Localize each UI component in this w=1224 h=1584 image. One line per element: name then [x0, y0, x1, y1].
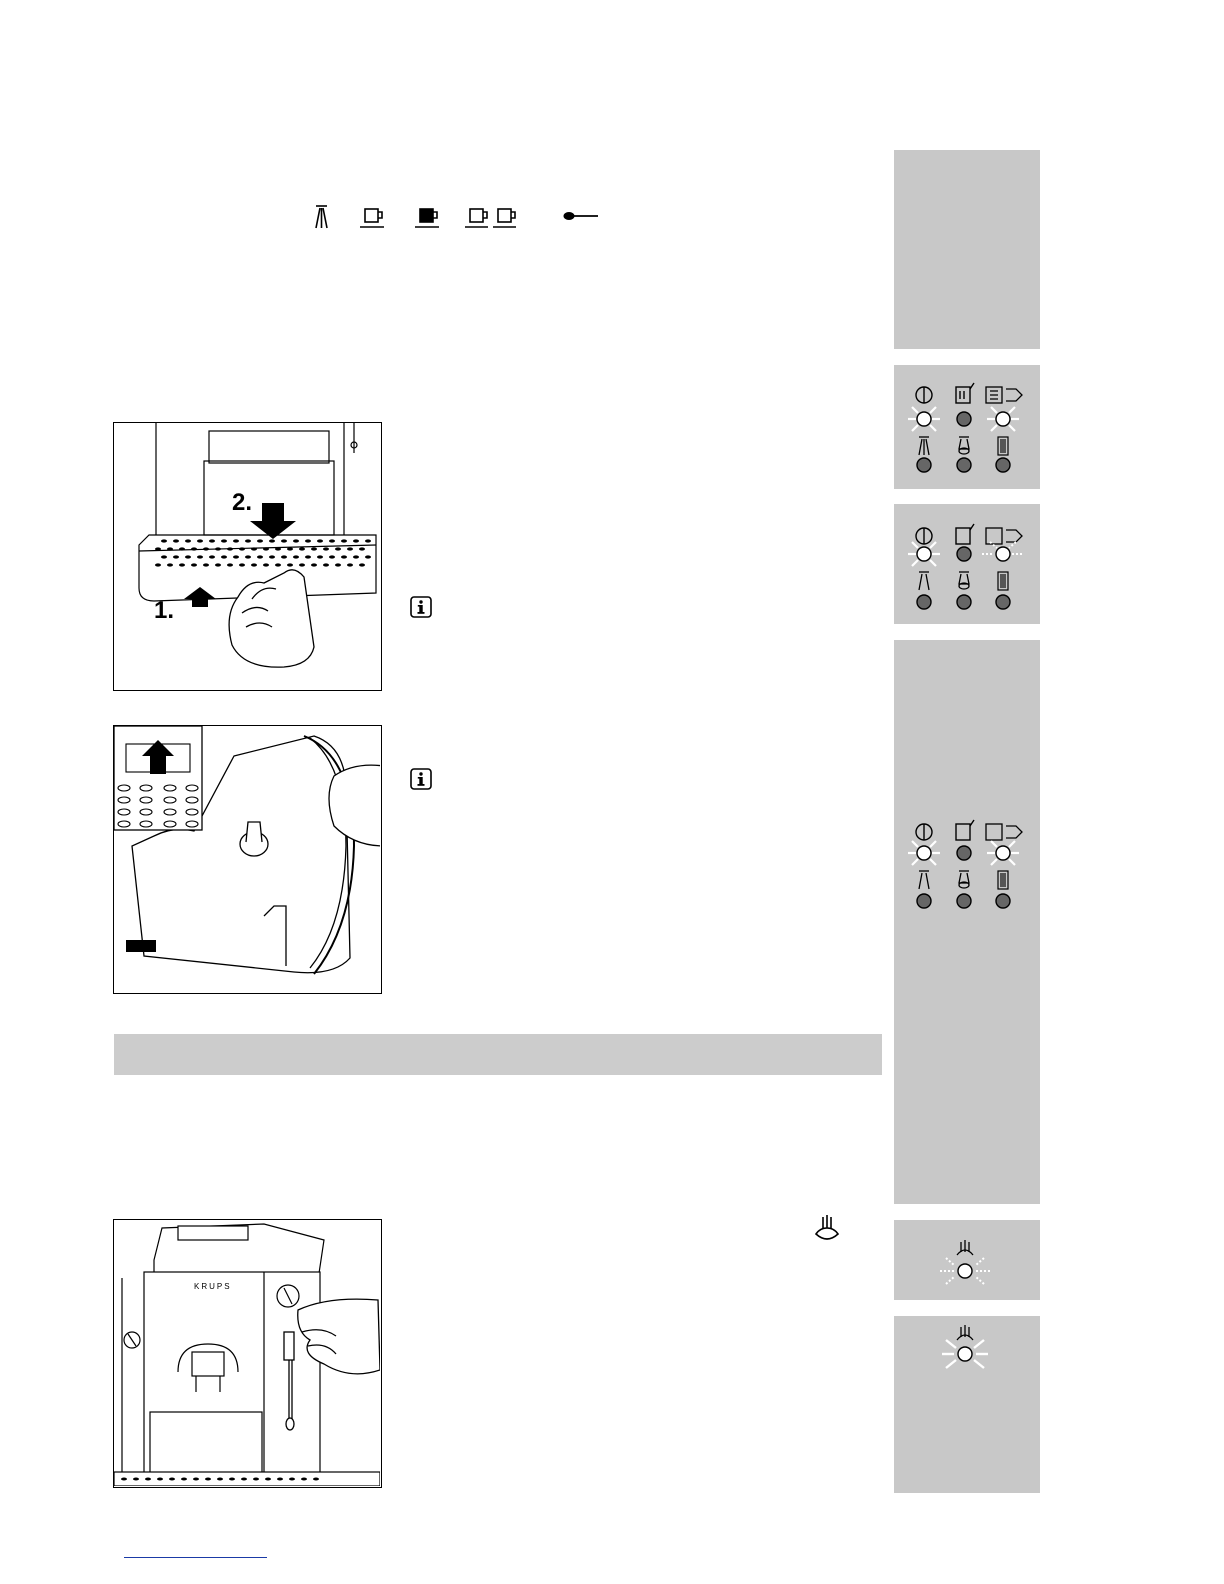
side-panel-led-2	[894, 365, 1040, 489]
filter-icon	[998, 871, 1008, 889]
cup-strong-icon	[415, 209, 439, 227]
side-panel-led-4	[894, 640, 1040, 1204]
steam-icon	[957, 1240, 973, 1255]
step-label-1: 1.	[154, 597, 175, 624]
descale-icon	[959, 871, 969, 888]
led-descale	[957, 894, 971, 908]
led-descale	[957, 458, 971, 472]
figure-drip-tray	[113, 422, 382, 691]
steam-icon	[812, 1214, 842, 1242]
dial-knob	[124, 1332, 140, 1348]
side-panel-steam-1	[894, 1220, 1040, 1300]
footer-link-line	[124, 1557, 267, 1558]
led-steam	[917, 458, 931, 472]
step-label-2: 2.	[232, 489, 253, 516]
info-icon-svg	[410, 768, 432, 790]
brand-logo: KRUPS	[194, 1282, 232, 1291]
steam-icon-svg	[812, 1214, 842, 1242]
arrow-up-icon	[184, 587, 216, 607]
figure-machine-steam	[113, 1219, 382, 1488]
led-steam	[917, 894, 931, 908]
led-grounds	[996, 547, 1010, 561]
info-icon	[410, 596, 432, 618]
led-steam-ready	[958, 1264, 972, 1278]
water-tank-icon	[956, 820, 974, 840]
steam-nozzle-icon	[316, 206, 327, 228]
steam-icon	[957, 1325, 973, 1340]
steam-led-display-2	[894, 1316, 1040, 1396]
drip-grid	[155, 539, 371, 566]
side-panel-led-3	[894, 504, 1040, 624]
led-water	[957, 547, 971, 561]
hand-illustration	[229, 570, 314, 667]
info-icon	[410, 768, 432, 790]
led-grounds	[996, 412, 1010, 426]
water-tank-icon	[956, 524, 974, 544]
figure-machine-steam-svg	[114, 1220, 380, 1486]
led-descale	[957, 595, 971, 609]
steam-nozzle-small-icon	[919, 572, 929, 590]
led-power	[917, 547, 931, 561]
figure-drip-tray-svg	[114, 423, 380, 689]
figure-grounds-container	[113, 725, 382, 994]
latch	[126, 940, 156, 952]
descale-icon	[959, 572, 969, 589]
symbol-row	[310, 200, 610, 234]
info-icon-svg	[410, 596, 432, 618]
symbol-row-svg	[310, 200, 610, 234]
steam-led-display-1	[894, 1220, 1040, 1300]
grounds-container-icon	[986, 824, 1022, 840]
side-panel-steam-2	[894, 1316, 1040, 1493]
filter-icon	[998, 572, 1008, 590]
steam-knob	[277, 1285, 299, 1307]
led-display-3	[894, 504, 1040, 624]
led-water	[957, 412, 971, 426]
led-filter	[996, 595, 1010, 609]
led-filter	[996, 458, 1010, 472]
two-cups-icon	[465, 209, 516, 227]
filter-icon	[998, 437, 1008, 455]
cup-mild-icon	[360, 209, 384, 227]
led-power	[917, 846, 931, 860]
steam-nozzle-small-icon	[919, 871, 929, 889]
arrow-down-icon	[250, 503, 296, 539]
power-icon	[916, 387, 932, 403]
led-filter	[996, 894, 1010, 908]
descale-icon	[959, 437, 969, 454]
led-water	[957, 846, 971, 860]
water-tank-icon	[956, 383, 974, 403]
grounds-container-icon	[986, 387, 1022, 403]
led-steam-on	[958, 1347, 972, 1361]
led-power	[917, 412, 931, 426]
led-grounds	[996, 846, 1010, 860]
spoon-icon	[564, 213, 598, 220]
led-display-4	[894, 640, 1040, 940]
power-icon	[916, 528, 932, 544]
power-icon	[916, 824, 932, 840]
led-display-2	[894, 365, 1040, 489]
led-steam	[917, 595, 931, 609]
section-heading-band	[114, 1034, 882, 1075]
grounds-container-icon	[986, 528, 1022, 544]
steam-nozzle-small-icon	[919, 437, 929, 455]
side-panel-1	[894, 150, 1040, 349]
figure-grounds-container-svg	[114, 726, 380, 992]
